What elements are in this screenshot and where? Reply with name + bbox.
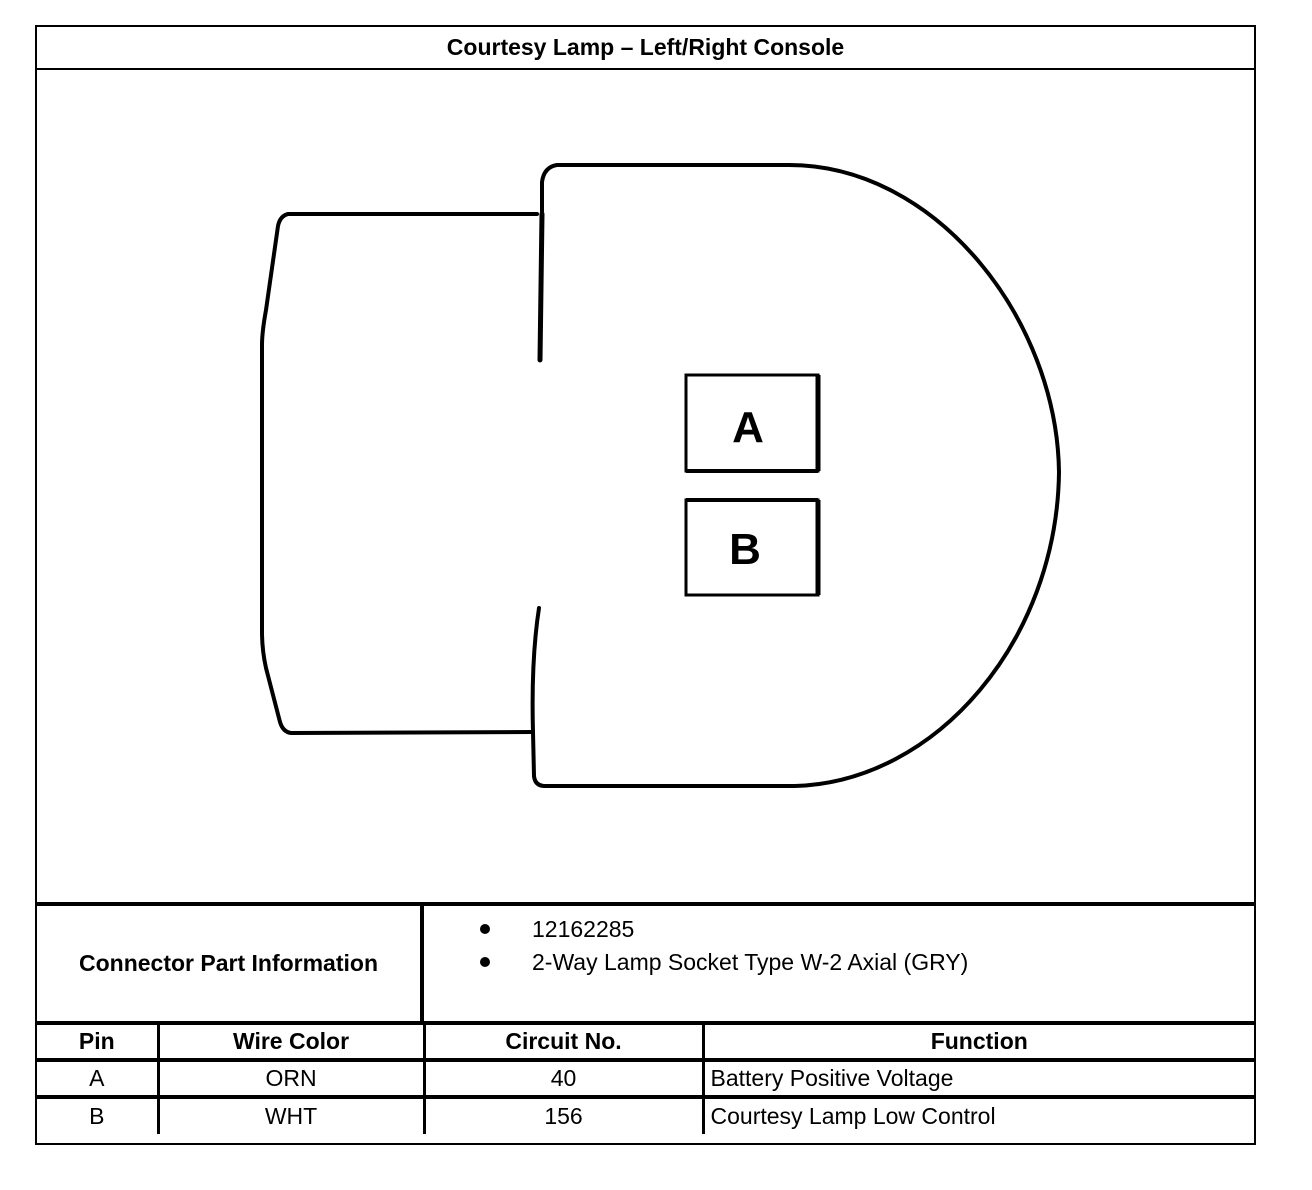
connector-part-list — [424, 906, 1254, 1021]
page-title: Courtesy Lamp – Left/Right Console — [37, 27, 1254, 70]
cell-circuit-no: 40 — [424, 1060, 703, 1097]
cell-pin: B — [37, 1097, 158, 1134]
connector-part-information — [37, 902, 1254, 1021]
pin-cavity-label-a: A — [732, 403, 764, 452]
part-number: 12162285 — [532, 915, 635, 942]
header-wire-color: Wire Color — [158, 1023, 424, 1060]
bullet-icon — [480, 924, 490, 934]
part-description: 2-Way Lamp Socket Type W-2 Axial (GRY) — [532, 948, 969, 975]
cell-pin: A — [37, 1060, 158, 1097]
cell-circuit-no: 156 — [424, 1097, 703, 1134]
cell-wire-color: WHT — [158, 1097, 424, 1134]
cell-function: Courtesy Lamp Low Control — [703, 1097, 1254, 1134]
connector-lower-notch — [533, 608, 539, 776]
cell-function: Battery Positive Voltage — [703, 1060, 1254, 1097]
connector-face-svg — [37, 70, 1254, 902]
connector-diagram — [37, 70, 1254, 902]
pin-cavity-label-b: B — [729, 525, 761, 574]
cell-wire-color: ORN — [158, 1060, 424, 1097]
connector-upper-notch — [540, 214, 542, 360]
pin-table — [37, 1021, 1254, 1134]
header-circuit-no: Circuit No. — [424, 1023, 703, 1060]
connector-body-d-outline — [534, 165, 1059, 786]
connector-body-left-outline — [262, 214, 537, 733]
table-row — [37, 1097, 1254, 1134]
bullet-icon — [480, 957, 490, 967]
part-description-item — [424, 945, 968, 979]
table-row — [37, 1060, 1254, 1097]
connector-sheet — [35, 25, 1256, 1145]
pin-table-header-row — [37, 1023, 1254, 1060]
header-function: Function — [703, 1023, 1254, 1060]
connector-part-label: Connector Part Information — [37, 906, 424, 1021]
part-number-item — [424, 912, 634, 946]
header-pin: Pin — [37, 1023, 158, 1060]
